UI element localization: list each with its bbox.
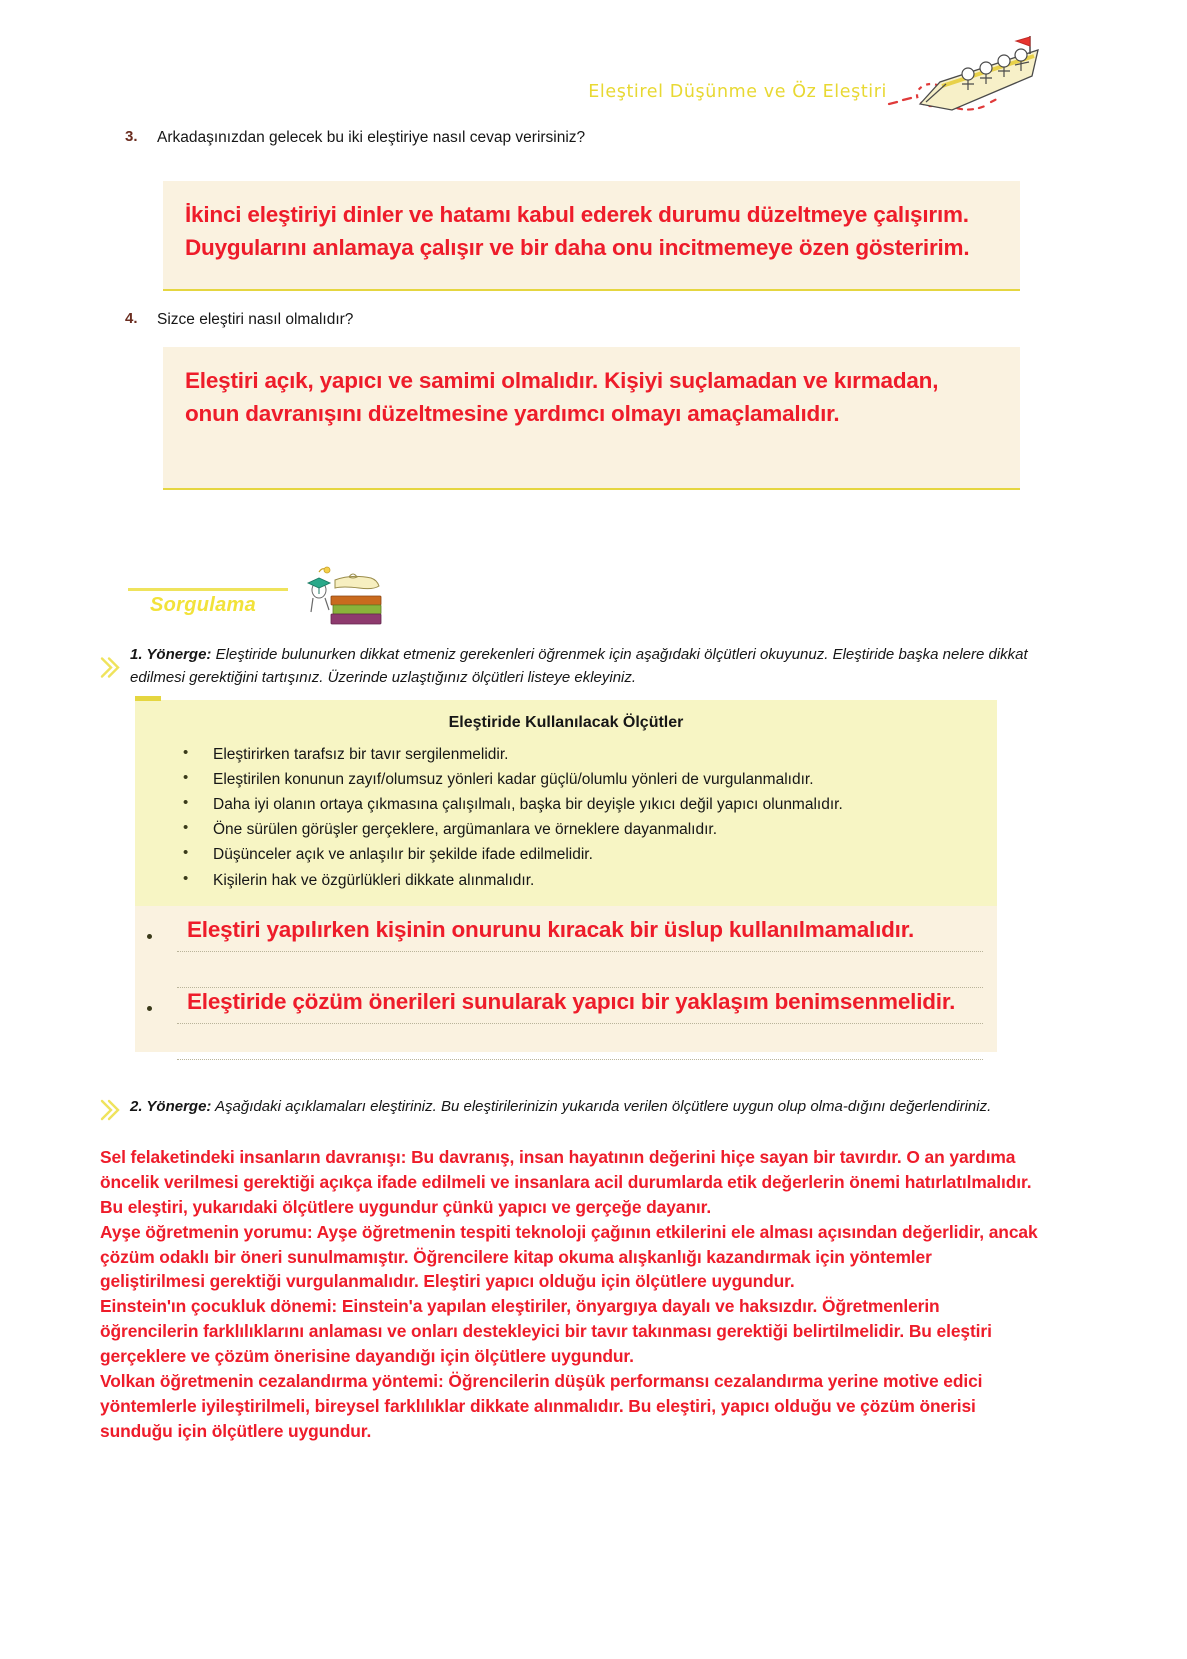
dotted-write-rule: [177, 951, 983, 952]
answer-text-question-3: İkinci eleştiriyi dinler ve hatamı kabul ederek durumu düzeltmeye çalışırım. Duygularını anlamaya çalışır ve bir daha onu incitmemeye özen gösteririm.: [185, 202, 970, 260]
criteria-list-item: • Kişilerin hak ve özgürlükleri dikkate alınmalıdır.: [175, 868, 973, 893]
graduate-with-books-and-scroll-icon: [293, 560, 385, 630]
page-header: [0, 60, 1187, 130]
dotted-write-rule: [177, 1023, 983, 1024]
sorgulama-underline: [128, 588, 288, 591]
criteria-list-item: • Eleştirirken tarafsız bir tavır sergilenmelidir.: [175, 742, 973, 767]
question-3-text: Arkadaşınızdan gelecek bu iki eleştiriye nasıl cevap verirsiniz?: [157, 129, 586, 146]
essay-paragraph: Ayşe öğretmenin yorumu: Ayşe öğretmenin tespiti teknoloji çağının etkilerini ele alması açısından değerlidir, ancak çözüm odaklı bir öneri sunulmamıştır. Öğrencilere kitap okuma alışkanlığı kazandırmak için yöntemler geliştirilmesi gerektiği vurgulanmalıdır. Eleştiri yapıcı olduğu için ölçütlere uygundur.: [100, 1221, 1038, 1292]
double-chevron-right-icon: [100, 1096, 120, 1122]
criteria-additions-panel[interactable]: [135, 906, 997, 1052]
question-3-number: 3.: [125, 128, 138, 145]
bullet-point-icon: [147, 934, 152, 939]
question-4: [125, 310, 1025, 330]
criteria-list-item: • Daha iyi olanın ortaya çıkmasına çalışılmalı, başka bir deyişle yıkıcı değil yapıcı olunmalıdır.: [175, 792, 973, 817]
criteria-list-item: • Eleştirilen konunun zayıf/olumsuz yönleri kadar güçlü/olumlu yönleri de vurgulanmalıdır.: [175, 767, 973, 792]
sorgulama-section-heading: [128, 560, 428, 630]
directive-2: [100, 1096, 1030, 1122]
directive-1-label: 1. Yönerge:: [130, 646, 212, 663]
double-chevron-right-icon: [100, 644, 120, 689]
sailboat-with-people-icon: [912, 32, 1042, 117]
directive-1: [100, 644, 1030, 689]
essay-paragraph: Volkan öğretmenin cezalandırma yöntemi: Öğrencilerin düşük performansı cezalandırma yerine motive edici yöntemlerle iyileştirilmeli, bireysel farklılıklar dikkate alınmalıdır. Bu eleştiri, yapıcı olduğu ve çözüm önerisi sunduğu için ölçütlere uygundur.: [100, 1371, 983, 1441]
criteria-list: [135, 742, 997, 893]
directive-2-text: Aşağıdaki açıklamaları eleştiriniz. Bu eleştirilerinizin yukarıda verilen ölçütlere uygun olup olma-dığını değerlendiriniz.: [211, 1098, 992, 1115]
sorgulama-label: Sorgulama: [150, 594, 257, 616]
criteria-panel-tab: [135, 696, 161, 701]
answer-text-question-4: Eleştiri açık, yapıcı ve samimi olmalıdır. Kişiyi suçlamadan ve kırmadan, onun davranışını düzeltmesine yardımcı olmayı amaçlamalıdır.: [185, 368, 939, 426]
addition-text-2: Eleştiride çözüm önerileri sunularak yapıcı bir yaklaşım benimsenmelidir.: [187, 989, 956, 1014]
essay-paragraph: Einstein'ın çocukluk dönemi: Einstein'a yapılan eleştiriler, önyargıya dayalı ve haksızdır. Öğretmenlerin öğrencilerin farklılıklarını anlaması ve onları destekleyici bir tavır takınması gerektiği belirtilmelidir. Bu eleştiri gerçeklere ve çözüm önerisine dayandığı için ölçütlere uygundur.: [100, 1296, 992, 1367]
dotted-write-rule: [177, 1059, 983, 1060]
criteria-list-item: • Öne sürülen görüşler gerçeklere, argümanlara ve örneklere dayanmalıdır.: [175, 817, 973, 842]
addition-text-1: Eleştiri yapılırken kişinin onurunu kıracak bir üslup kullanılmamalıdır.: [187, 917, 915, 942]
question-4-text: Sizce eleştiri nasıl olmalıdır?: [157, 311, 354, 328]
directive-1-text: Eleştiride bulunurken dikkat etmeniz gerekenleri öğrenmek için aşağıdaki ölçütleri okuyunuz. Eleştiride başka nelere dikkat edilmesi gerektiğini tartışınız. Üzerinde uzlaştığınız ölçütleri listeye ekleyiniz.: [130, 646, 1028, 686]
essay-paragraph: Sel felaketindeki insanların davranışı: Bu davranış, insan hayatının değerini hiçe sayan bir tavırdır. O an yardıma öncelik verilmesi gerektiği açıkça ifade edilmeli ve insanlara acil durumlarda etik değerlerin önemi hatırlatılmalıdır. Bu eleştiri, yukarıdaki ölçütlere uygundur çünkü yapıcı ve gerçeğe dayanır.: [100, 1147, 1032, 1217]
addition-write-line[interactable]: [135, 1030, 997, 1066]
question-3: [125, 128, 1025, 148]
answer-box-question-3[interactable]: [163, 181, 1020, 291]
criteria-panel-title: Eleştiride Kullanılacak Ölçütler: [448, 714, 684, 731]
bullet-point-icon: [147, 1006, 152, 1011]
criteria-list-item: • Düşünceler açık ve anlaşılır bir şekilde ifade edilmelidir.: [175, 842, 973, 867]
criteria-panel: [135, 700, 997, 907]
page-header-title: Eleştirel Düşünme ve Öz Eleştiri: [588, 82, 887, 102]
question-4-number: 4.: [125, 310, 138, 327]
essay-answer-block[interactable]: [100, 1145, 1040, 1444]
answer-box-question-4[interactable]: [163, 347, 1020, 490]
directive-2-label: 2. Yönerge:: [130, 1098, 212, 1115]
